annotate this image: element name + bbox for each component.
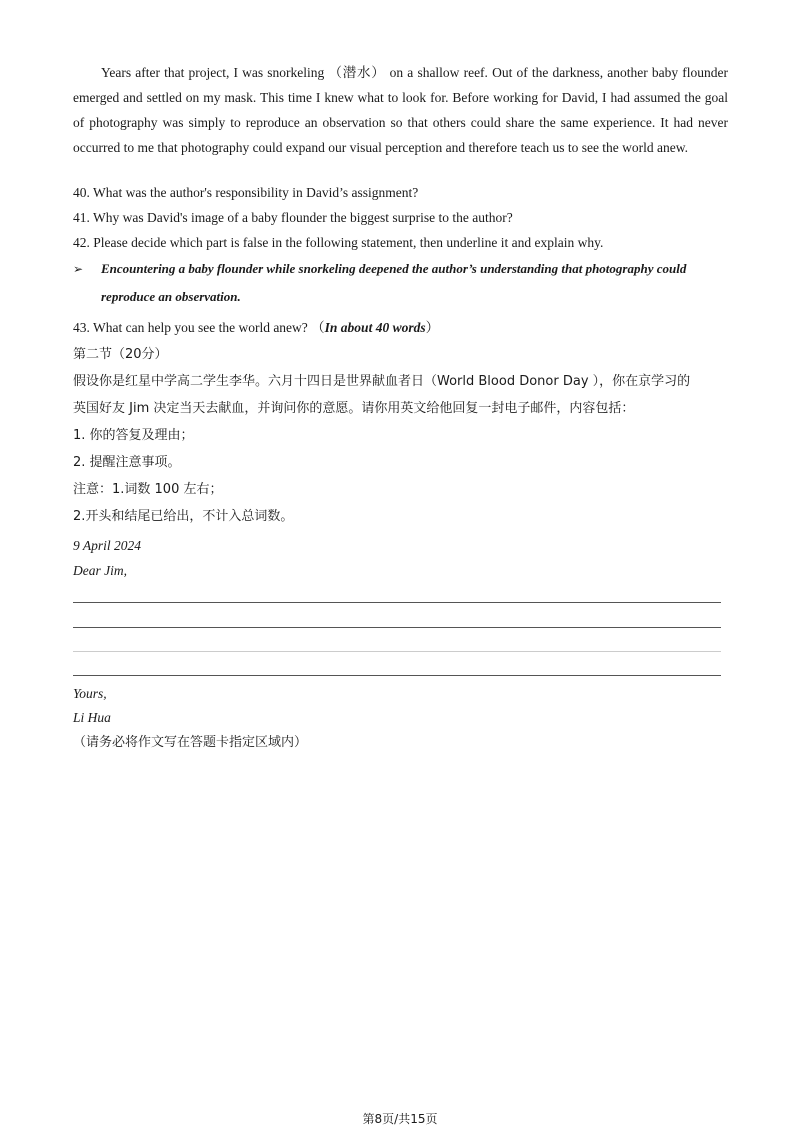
question-43 — [73, 318, 439, 338]
arrow-bullet-icon: ➢ — [73, 262, 84, 276]
answer-line — [73, 675, 721, 676]
letter-signature: Li Hua — [73, 710, 111, 725]
letter-salutation: Dear Jim, — [73, 563, 127, 578]
writing-prompt-line-1: 假设你是红星中学高二学生李华。六月十四日是世界献血者日（World Blood Donor Day ），你在京学习的 — [73, 374, 691, 389]
writing-section-title: 第二节（20分） — [73, 347, 168, 362]
answer-line — [73, 651, 721, 652]
answer-line — [73, 602, 721, 603]
passage-paragraph: Years after that project, I was snorkeling （潜水） on a shallow reef. Out of the darkness, another baby flounder emerged and settled on my mask. This time I knew what to look for. Before working for David, I had assumed the goal of photography was simply to reproduce an observation so that others could share the same experience. It had never occurred to me that photography could expand our visual perception and therefore teach us to see the world anew. — [73, 65, 728, 155]
question-41: 41. Why was David's image of a baby flounder the biggest surprise to the author? — [73, 210, 513, 225]
question-43-close: ） — [425, 320, 440, 335]
writing-item-1: 1. 你的答复及理由； — [73, 428, 194, 443]
question-42: 42. Please decide which part is false in the following statement, then underline it and explain why. — [73, 235, 604, 250]
writing-item-2: 2. 提醒注意事项。 — [73, 455, 181, 470]
answer-line — [73, 627, 721, 628]
question-43-text: 43. What can help you see the world anew? （ — [73, 320, 325, 335]
page-number: 第8页/共15页 — [362, 1112, 438, 1126]
writing-note-2: 2.开头和结尾已给出，不计入总词数。 — [73, 509, 294, 524]
letter-date: 9 April 2024 — [73, 538, 142, 553]
question-40: 40. What was the author's responsibility in David’s assignment? — [73, 185, 419, 200]
statement-text: Encountering a baby flounder while snorkeling deepened the author’s understanding that photography could reproduce an observation. — [101, 261, 687, 304]
writing-prompt-line-2: 英国好友 Jim 决定当天去献血，并询问你的意愿。请你用英文给他回复一封电子邮件，内容包括： — [73, 401, 635, 416]
writing-note-1: 注意：1.词数 100 左右； — [73, 482, 223, 497]
question-42-statement — [73, 255, 733, 311]
answer-sheet-instruction: （请务必将作文写在答题卡指定区域内） — [73, 735, 308, 750]
question-43-hint: In about 40 words — [324, 320, 426, 335]
letter-closing: Yours, — [73, 686, 107, 701]
